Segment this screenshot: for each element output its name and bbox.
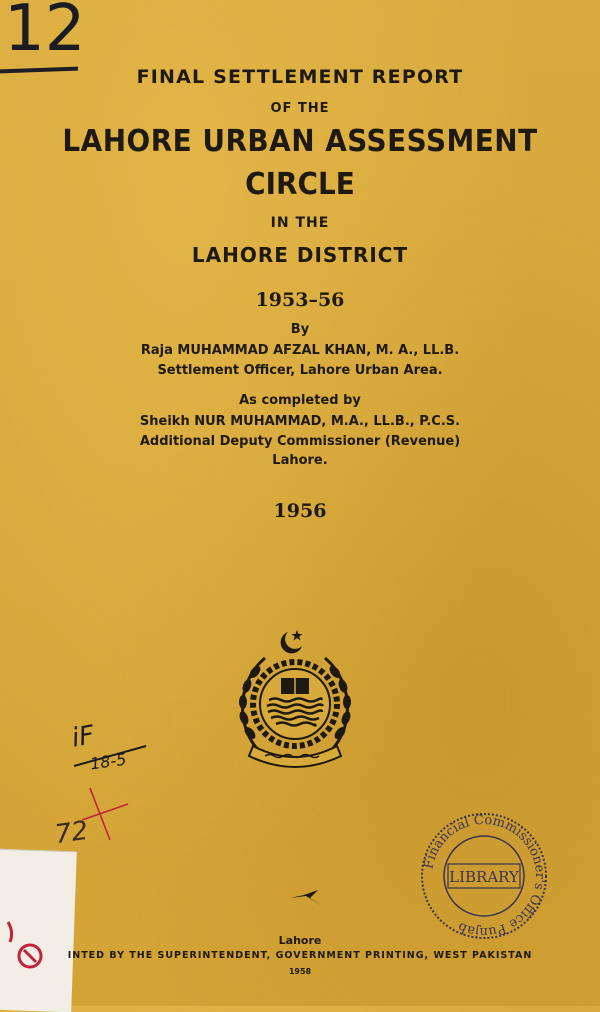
report-title-line1: FINAL SETTLEMENT REPORT [136,66,464,88]
report-title-in-the: IN THE [270,215,330,231]
completer-place: Lahore. [272,453,328,468]
report-title-circle: CIRCLE [245,167,355,202]
imprint-place: Lahore [278,934,322,947]
handwritten-accession-mark: iF [69,720,97,754]
handwritten-shelf-number: 12 [4,0,86,66]
report-title-main: LAHORE URBAN ASSESSMENT [62,124,538,159]
red-x-mark [70,780,140,850]
completer-name: Sheikh NUR MUHAMMAD, M.A., LL.B., P.C.S. [139,414,461,429]
handwritten-bottom-number: 72 [53,815,91,851]
handwritten-accession-sub: 18-5 [88,749,128,774]
publication-year: 1956 [273,500,327,522]
government-emblem [225,628,365,776]
handwritten-strike [70,740,150,770]
report-period: 1953–56 [255,289,345,311]
library-stamp [416,808,552,944]
bird-icon [288,888,324,910]
author-title: Settlement Officer, Lahore Urban Area. [157,363,443,378]
stamp-center-text: LIBRARY [449,868,519,886]
imprint-year: 1958 [288,967,312,976]
report-title-line2: OF THE [270,101,330,116]
completed-by-label: As completed by [239,393,361,408]
by-label: By [290,322,310,337]
completer-title: Additional Deputy Commissioner (Revenue) [139,434,461,449]
author-name: Raja MUHAMMAD AFZAL KHAN, M. A., LL.B. [140,343,460,358]
report-title-district: LAHORE DISTRICT [191,243,409,267]
stamp-ring-text: Financial Commissioner's Office Punjab [421,812,548,940]
imprint-printer: INTED BY THE SUPERINTENDENT, GOVERNMENT PRINTING, WEST PAKISTAN [67,950,533,961]
